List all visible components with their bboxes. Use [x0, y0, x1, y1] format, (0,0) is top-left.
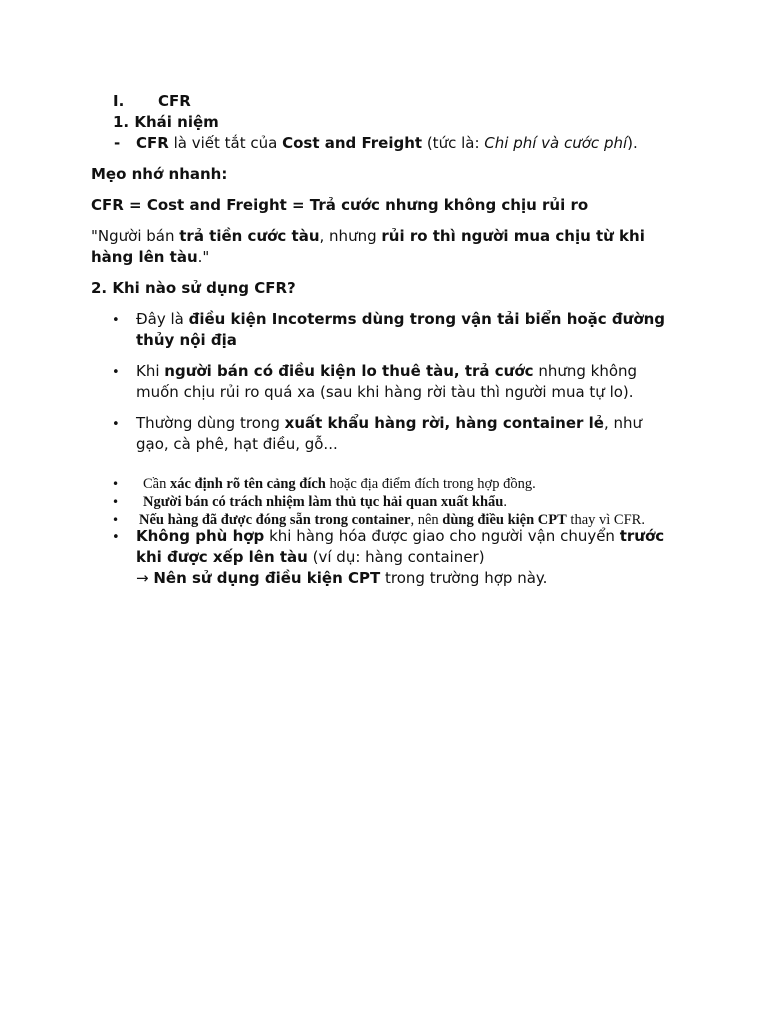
note-2: [143, 493, 507, 512]
bullet-1-text: Đây là: [136, 310, 189, 328]
quote-bold-3: hàng lên tàu: [91, 248, 198, 266]
bullet-2-line-2: muốn chịu rủi ro quá xa (sau khi hàng rời tàu thì người mua tự lo).: [136, 383, 634, 401]
roman-heading: [113, 91, 124, 112]
bullet-3-line-1: [136, 413, 642, 434]
section1-marker: 1.: [113, 113, 130, 131]
bullet-2-text-2: nhưng không: [533, 362, 638, 380]
bullet-marker-3: •: [112, 417, 120, 432]
bullet-1-bold: điều kiện Incoterms dùng trong vận tải biển hoặc đường: [188, 310, 666, 328]
bullet-4-bold-2: trước: [619, 527, 665, 545]
note-3-bold-1: Nếu hàng đã được đóng sẵn trong container: [139, 512, 411, 528]
bullet-4-line-1: [136, 526, 664, 547]
section2-heading: 2. Khi nào sử dụng CFR?: [91, 279, 296, 297]
bullet-4-text-2: (ví dụ: hàng container): [307, 548, 485, 566]
bullet-3-text-1: Thường dùng trong: [136, 414, 285, 432]
bullet-marker-2: •: [112, 365, 120, 380]
bullet-marker-1: •: [112, 313, 120, 328]
formula-line: CFR = Cost and Freight = Trả cước nhưng không chịu rủi ro: [91, 196, 589, 214]
dash-marker: -: [114, 134, 121, 152]
definition-text-3: ).: [627, 134, 638, 152]
definition-text-1: là viết tắt của: [168, 134, 283, 152]
quote-text-2: , nhưng: [319, 227, 382, 245]
note-2-text: .: [503, 494, 507, 510]
definition-meaning: Chi phí và cước phí: [484, 134, 628, 152]
tip-label: Mẹo nhớ nhanh:: [91, 165, 228, 183]
quote-text-1: "Người bán: [91, 227, 180, 245]
note-2-bold: Người bán có trách nhiệm làm thủ tục hải quan xuất khẩu: [143, 494, 504, 510]
bullet-4-line-3: [136, 568, 547, 589]
quote-text-3: .": [197, 248, 210, 266]
bullet-4-bold-4: Nên sử dụng điều kiện CPT: [153, 569, 381, 587]
note-3-text-2: thay vì CFR.: [566, 512, 645, 528]
definition-text-2: (tức là:: [422, 134, 485, 152]
note-1-text-1: Cần: [143, 476, 170, 492]
bullet-4-bold-1: Không phù hợp: [136, 527, 265, 545]
bullet-3-line-2: gạo, cà phê, hạt điều, gỗ...: [136, 435, 338, 453]
definition-line: [136, 133, 638, 154]
bullet-marker-4: •: [112, 530, 120, 545]
arrow-icon: →: [136, 569, 154, 587]
bullet-3-bold: xuất khẩu hàng rời, hàng container lẻ: [284, 414, 604, 432]
bullet-4-text-1: khi hàng hóa được giao cho người vận chuyển: [264, 527, 620, 545]
note-1-bold: xác định rõ tên cảng đích: [169, 476, 326, 492]
bullet-2-line-1: [136, 361, 637, 382]
note-3-bold-2: dùng điều kiện CPT: [442, 512, 567, 528]
bullet-4-line-2: [136, 547, 485, 568]
heading-cfr: [158, 91, 191, 112]
definition-full: Cost and Freight: [282, 134, 423, 152]
heading-cfr-text: CFR: [158, 92, 191, 110]
bullet-2-text-1: Khi: [136, 362, 165, 380]
quote-line-1: [91, 226, 645, 247]
bullet-2-bold: người bán có điều kiện lo thuê tàu, trả cước: [164, 362, 534, 380]
definition-term: CFR: [136, 134, 169, 152]
bullet-4-bold-3: khi được xếp lên tàu: [136, 548, 308, 566]
note-1: [143, 475, 536, 494]
bullet-1-line-1: [136, 309, 665, 330]
quote-bold-2: rủi ro thì người mua chịu từ khi: [381, 227, 645, 245]
quote-bold-1: trả tiền cước tàu: [179, 227, 320, 245]
section1-heading: [113, 112, 219, 133]
note-3-text-1: , nên: [410, 512, 443, 528]
section1-title: Khái niệm: [134, 113, 219, 131]
note-marker-2: •: [112, 495, 120, 509]
bullet-1-line-2: thủy nội địa: [136, 331, 237, 349]
note-1-text-2: hoặc địa điểm đích trong hợp đồng.: [325, 476, 536, 492]
roman-marker: I.: [113, 92, 125, 110]
bullet-4-text-3: trong trường hợp này.: [380, 569, 548, 587]
note-marker-3: •: [112, 513, 120, 527]
note-marker-1: •: [112, 477, 120, 491]
bullet-3-text-2: , như: [603, 414, 643, 432]
quote-line-2: [91, 247, 209, 268]
